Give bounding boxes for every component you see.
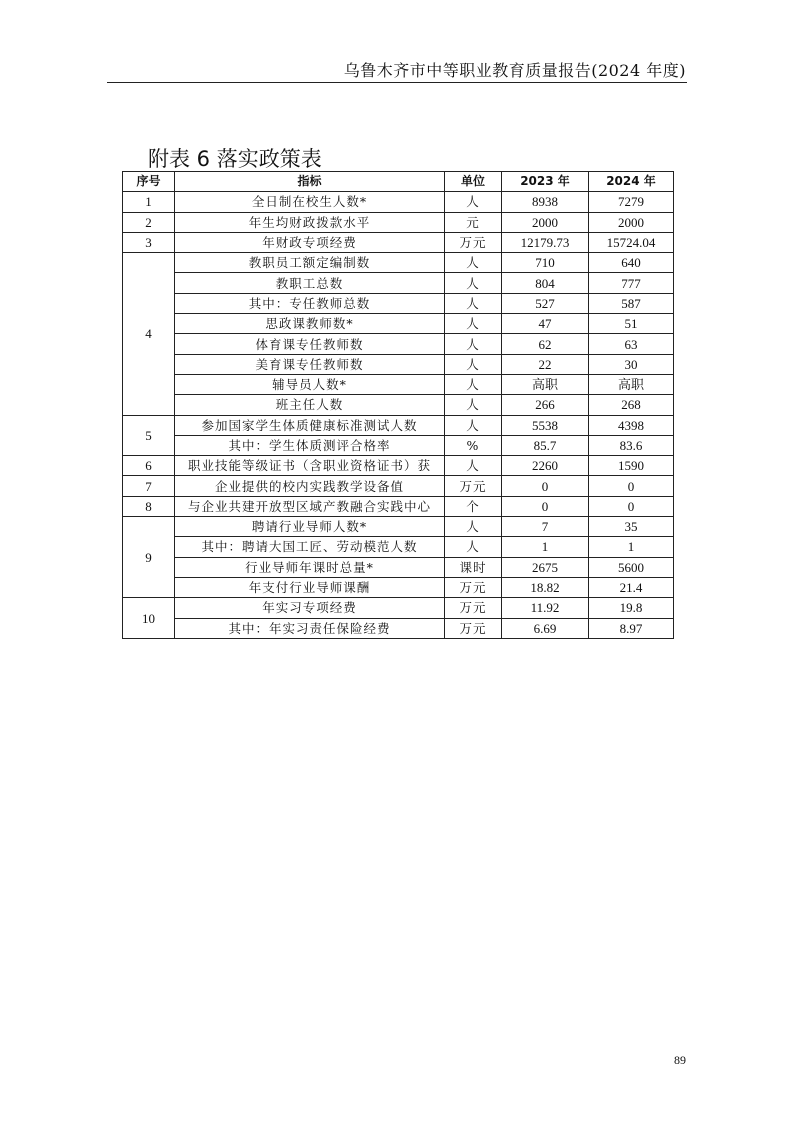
table-row	[123, 374, 674, 394]
table-header-row	[123, 172, 674, 192]
indicator-cell: 行业导师年课时总量*	[175, 557, 445, 577]
indicator-cell: 其中：聘请大国工匠、劳动模范人数	[175, 537, 445, 557]
header-rule	[107, 82, 687, 83]
value-2023-cell: 2260	[502, 456, 589, 476]
unit-cell: %	[445, 435, 502, 455]
table-row	[123, 577, 674, 597]
unit-cell: 万元	[445, 476, 502, 496]
value-2024-cell: 640	[589, 253, 674, 273]
value-2023-cell: 6.69	[502, 618, 589, 638]
row-seq-cell: 5	[123, 415, 175, 456]
value-2024-cell: 83.6	[589, 435, 674, 455]
value-2023-cell: 527	[502, 293, 589, 313]
row-seq-cell: 6	[123, 456, 175, 476]
column-header-2023: 2023 年	[502, 172, 589, 192]
unit-cell: 万元	[445, 232, 502, 252]
unit-cell: 万元	[445, 618, 502, 638]
value-2023-cell: 22	[502, 354, 589, 374]
page-number: 89	[674, 1053, 686, 1067]
value-2023-cell: 62	[502, 334, 589, 354]
table-row	[123, 435, 674, 455]
unit-cell: 课时	[445, 557, 502, 577]
policy-table	[122, 171, 674, 639]
value-2024-cell: 1590	[589, 456, 674, 476]
table-row	[123, 557, 674, 577]
row-seq-cell: 10	[123, 598, 175, 639]
indicator-cell: 班主任人数	[175, 395, 445, 415]
value-2024-cell: 19.8	[589, 598, 674, 618]
value-2023-cell: 2000	[502, 212, 589, 232]
value-2023-cell: 804	[502, 273, 589, 293]
indicator-cell: 年生均财政拨款水平	[175, 212, 445, 232]
value-2024-cell: 63	[589, 334, 674, 354]
value-2023-cell: 12179.73	[502, 232, 589, 252]
table-row	[123, 354, 674, 374]
unit-cell: 元	[445, 212, 502, 232]
indicator-cell: 其中：学生体质测评合格率	[175, 435, 445, 455]
value-2024-cell: 0	[589, 476, 674, 496]
table-row	[123, 395, 674, 415]
value-2024-cell: 0	[589, 496, 674, 516]
value-2023-cell: 47	[502, 314, 589, 334]
value-2023-cell: 18.82	[502, 577, 589, 597]
value-2024-cell: 268	[589, 395, 674, 415]
row-seq-cell: 4	[123, 253, 175, 415]
unit-cell: 人	[445, 253, 502, 273]
indicator-cell: 职业技能等级证书（含职业资格证书）获	[175, 456, 445, 476]
indicator-cell: 教职员工额定编制数	[175, 253, 445, 273]
column-header-2024: 2024 年	[589, 172, 674, 192]
unit-cell: 人	[445, 517, 502, 537]
indicator-cell: 全日制在校生人数*	[175, 192, 445, 212]
value-2023-cell: 0	[502, 476, 589, 496]
row-seq-cell: 7	[123, 476, 175, 496]
column-header-unit: 单位	[445, 172, 502, 192]
value-2024-cell: 高职	[589, 374, 674, 394]
indicator-cell: 年财政专项经费	[175, 232, 445, 252]
row-seq-cell: 1	[123, 192, 175, 212]
value-2024-cell: 35	[589, 517, 674, 537]
table-row	[123, 253, 674, 273]
table-row	[123, 456, 674, 476]
unit-cell: 人	[445, 354, 502, 374]
unit-cell: 个	[445, 496, 502, 516]
table-row	[123, 314, 674, 334]
value-2023-cell: 2675	[502, 557, 589, 577]
table-row	[123, 618, 674, 638]
value-2024-cell: 587	[589, 293, 674, 313]
value-2024-cell: 777	[589, 273, 674, 293]
row-seq-cell: 2	[123, 212, 175, 232]
table-row	[123, 537, 674, 557]
value-2023-cell: 266	[502, 395, 589, 415]
indicator-cell: 其中：年实习责任保险经费	[175, 618, 445, 638]
unit-cell: 人	[445, 395, 502, 415]
value-2024-cell: 8.97	[589, 618, 674, 638]
row-seq-cell: 3	[123, 232, 175, 252]
value-2023-cell: 7	[502, 517, 589, 537]
value-2023-cell: 8938	[502, 192, 589, 212]
indicator-cell: 辅导员人数*	[175, 374, 445, 394]
table-row	[123, 273, 674, 293]
value-2023-cell: 710	[502, 253, 589, 273]
unit-cell: 万元	[445, 577, 502, 597]
unit-cell: 人	[445, 192, 502, 212]
indicator-cell: 与企业共建开放型区域产教融合实践中心	[175, 496, 445, 516]
unit-cell: 人	[445, 314, 502, 334]
table-row	[123, 415, 674, 435]
table-body	[123, 192, 674, 639]
table-row	[123, 517, 674, 537]
running-header: 乌鲁木齐市中等职业教育质量报告(2024 年度)	[343, 61, 686, 80]
value-2024-cell: 4398	[589, 415, 674, 435]
row-seq-cell: 8	[123, 496, 175, 516]
table-row	[123, 598, 674, 618]
table-row	[123, 232, 674, 252]
unit-cell: 人	[445, 273, 502, 293]
value-2024-cell: 5600	[589, 557, 674, 577]
table-row	[123, 496, 674, 516]
value-2024-cell: 30	[589, 354, 674, 374]
value-2023-cell: 11.92	[502, 598, 589, 618]
value-2023-cell: 1	[502, 537, 589, 557]
indicator-cell: 年支付行业导师课酬	[175, 577, 445, 597]
indicator-cell: 思政课教师数*	[175, 314, 445, 334]
indicator-cell: 体育课专任教师数	[175, 334, 445, 354]
unit-cell: 人	[445, 456, 502, 476]
value-2024-cell: 51	[589, 314, 674, 334]
table-row	[123, 476, 674, 496]
indicator-cell: 参加国家学生体质健康标准测试人数	[175, 415, 445, 435]
table-row	[123, 334, 674, 354]
value-2024-cell: 21.4	[589, 577, 674, 597]
value-2024-cell: 1	[589, 537, 674, 557]
unit-cell: 人	[445, 293, 502, 313]
value-2024-cell: 7279	[589, 192, 674, 212]
indicator-cell: 教职工总数	[175, 273, 445, 293]
table-title: 附表 6 落实政策表	[148, 147, 322, 171]
value-2023-cell: 0	[502, 496, 589, 516]
row-seq-cell: 9	[123, 517, 175, 598]
unit-cell: 人	[445, 374, 502, 394]
unit-cell: 万元	[445, 598, 502, 618]
unit-cell: 人	[445, 537, 502, 557]
unit-cell: 人	[445, 334, 502, 354]
indicator-cell: 美育课专任教师数	[175, 354, 445, 374]
unit-cell: 人	[445, 415, 502, 435]
value-2023-cell: 85.7	[502, 435, 589, 455]
value-2024-cell: 15724.04	[589, 232, 674, 252]
column-header-seq: 序号	[123, 172, 175, 192]
table-row	[123, 293, 674, 313]
indicator-cell: 聘请行业导师人数*	[175, 517, 445, 537]
indicator-cell: 企业提供的校内实践教学设备值	[175, 476, 445, 496]
indicator-cell: 其中：专任教师总数	[175, 293, 445, 313]
indicator-cell: 年实习专项经费	[175, 598, 445, 618]
table-row	[123, 212, 674, 232]
value-2023-cell: 5538	[502, 415, 589, 435]
value-2023-cell: 高职	[502, 374, 589, 394]
value-2024-cell: 2000	[589, 212, 674, 232]
column-header-indicator: 指标	[175, 172, 445, 192]
table-row	[123, 192, 674, 212]
